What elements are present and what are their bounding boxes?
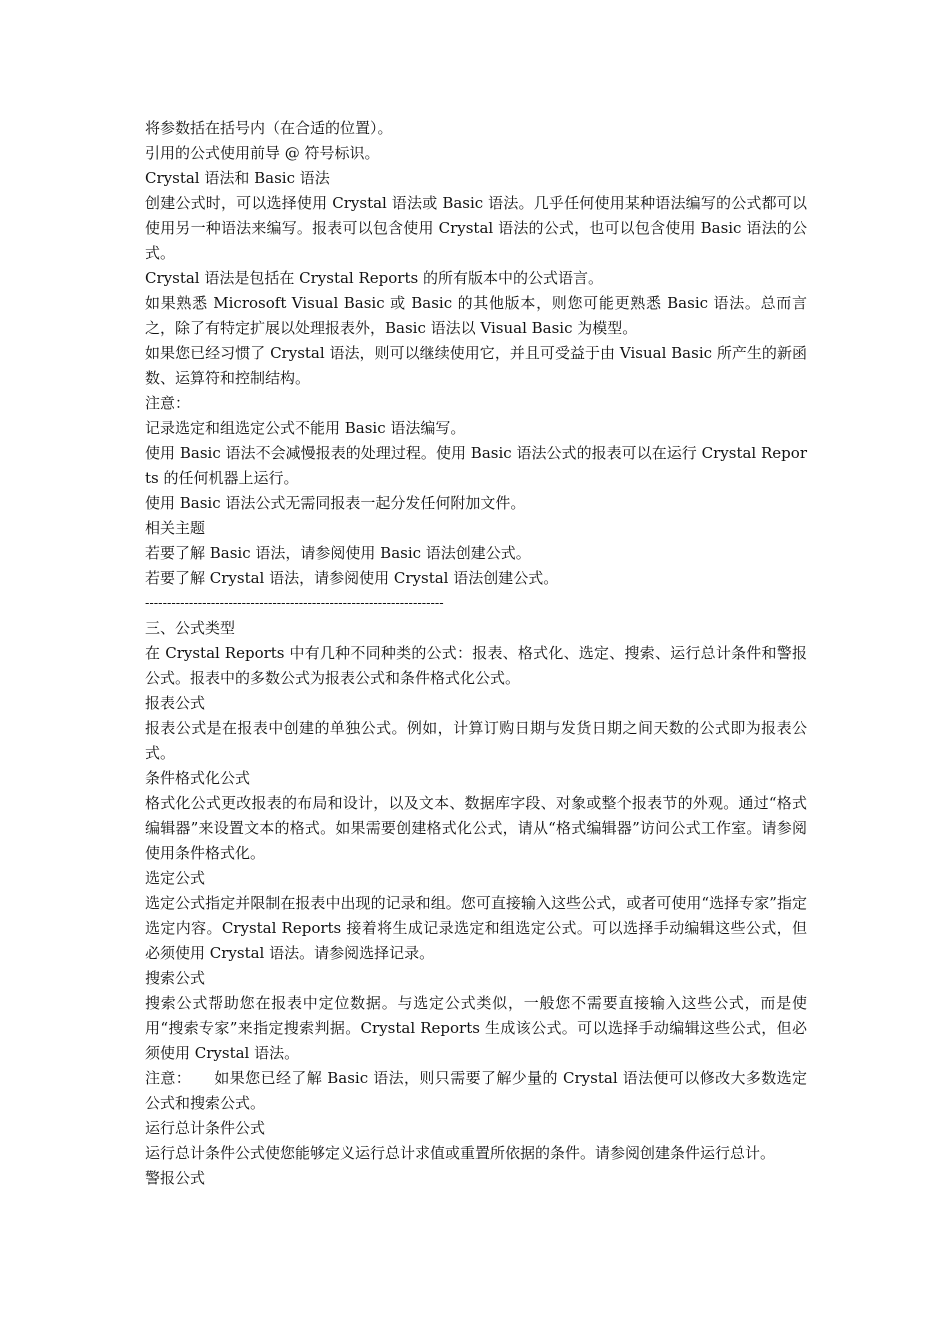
paragraph-report-formula: 报表公式是在报表中创建的单独公式。例如，计算订购日期与发货日期之间天数的公式即为报表公式。	[145, 719, 807, 762]
paragraph-note-files: 使用 Basic 语法公式无需同报表一起分发任何附加文件。	[145, 494, 526, 512]
paragraph-param-brackets: 将参数括在括号内（在合适的位置）。	[145, 119, 393, 137]
paragraph-note-basic: 注意： 如果您已经了解 Basic 语法，则只需要了解少量的 Crystal 语法便可以修改大多数选定公式和搜索公式。	[145, 1069, 807, 1112]
paragraph-crystal-continue: 如果您已经习惯了 Crystal 语法，则可以继续使用它，并且可受益于由 Visual Basic 所产生的新函数、运算符和控制结构。	[145, 344, 807, 387]
section-divider: --------------------------------------------------------------------	[145, 596, 444, 611]
heading-formula-types: 三、公式类型	[145, 619, 236, 637]
paragraph-note-performance: 使用 Basic 语法不会减慢报表的处理过程。使用 Basic 语法公式的报表可以在运行 Crystal Reports 的任何机器上运行。	[145, 444, 807, 487]
note-label: 注意：	[145, 394, 191, 412]
heading-running-total: 运行总计条件公式	[145, 1119, 266, 1137]
heading-conditional-formatting: 条件格式化公式	[145, 769, 251, 787]
paragraph-at-symbol: 引用的公式使用前导 @ 符号标识。	[145, 144, 380, 162]
paragraph-crystal-syntax: Crystal 语法是包括在 Crystal Reports 的所有版本中的公式语言。	[145, 269, 603, 287]
paragraph-note-selection: 记录选定和组选定公式不能用 Basic 语法编写。	[145, 419, 466, 437]
paragraph-running-total: 运行总计条件公式使您能够定义运行总计求值或重置所依据的条件。请参阅创建条件运行总计。	[145, 1144, 776, 1162]
paragraph-formula-kinds: 在 Crystal Reports 中有几种不同种类的公式：报表、格式化、选定、搜索、运行总计条件和警报公式。报表中的多数公式为报表公式和条件格式化公式。	[145, 644, 807, 687]
paragraph-syntax-choice: 创建公式时，可以选择使用 Crystal 语法或 Basic 语法。几乎任何使用某种语法编写的公式都可以使用另一种语法来编写。报表可以包含使用 Crystal 语法的公式，也可以包含使用 Basic 语法的公式。	[145, 194, 807, 262]
heading-syntax: Crystal 语法和 Basic 语法	[145, 169, 330, 187]
paragraph-related-crystal: 若要了解 Crystal 语法，请参阅使用 Crystal 语法创建公式。	[145, 569, 559, 587]
paragraph-basic-familiar: 如果熟悉 Microsoft Visual Basic 或 Basic 的其他版本，则您可能更熟悉 Basic 语法。总而言之，除了有特定扩展以处理报表外，Basic 语法以 Visual Basic 为模型。	[145, 294, 807, 337]
document-body	[145, 116, 807, 1191]
paragraph-search-formula: 搜索公式帮助您在报表中定位数据。与选定公式类似，一般您不需要直接输入这些公式，而是使用“搜索专家”来指定搜索判据。Crystal Reports 生成该公式。可以选择手动编辑这些公式，但必须使用 Crystal 语法。	[145, 994, 807, 1062]
paragraph-conditional-formatting: 格式化公式更改报表的布局和设计，以及文本、数据库字段、对象或整个报表节的外观。通过“格式编辑器”来设置文本的格式。如果需要创建格式化公式，请从“格式编辑器”访问公式工作室。请参阅使用条件格式化。	[145, 794, 807, 862]
heading-related-topics: 相关主题	[145, 519, 206, 537]
paragraph-selection-formula: 选定公式指定并限制在报表中出现的记录和组。您可直接输入这些公式，或者可使用“选择专家”指定选定内容。Crystal Reports 接着将生成记录选定和组选定公式。可以选择手动编辑这些公式，但必须使用 Crystal 语法。请参阅选择记录。	[145, 894, 807, 962]
paragraph-related-basic: 若要了解 Basic 语法，请参阅使用 Basic 语法创建公式。	[145, 544, 531, 562]
heading-report-formula: 报表公式	[145, 694, 206, 712]
heading-selection-formula: 选定公式	[145, 869, 206, 887]
heading-alert-formula: 警报公式	[145, 1169, 206, 1187]
heading-search-formula: 搜索公式	[145, 969, 206, 987]
